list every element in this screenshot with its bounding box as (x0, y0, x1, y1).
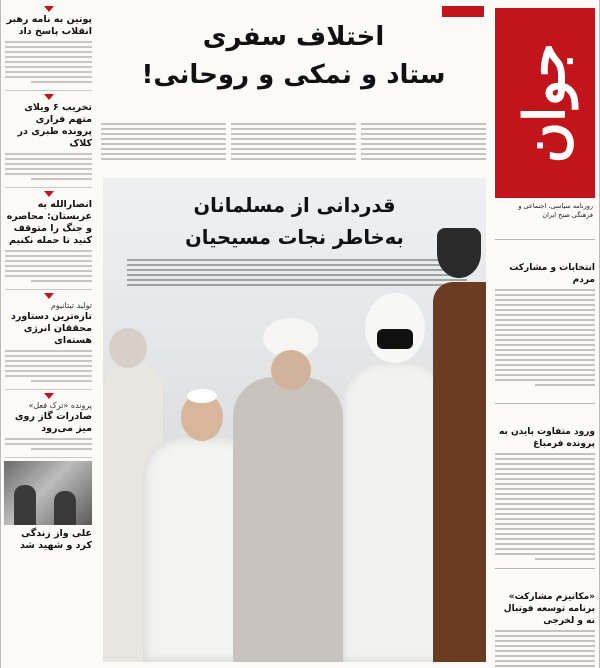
right-section-title: انتخابات و مشارکت مردم (509, 263, 595, 285)
left-news-item (5, 461, 92, 552)
right-section-text (495, 289, 595, 386)
red-arrow-icon (44, 6, 54, 12)
left-news-kicker: تولید تیتانیوم (50, 301, 92, 310)
photo-headline-line2: به‌خاطر نجات مسیحیان (185, 226, 404, 249)
photo-caption (127, 256, 467, 289)
photo-headline (103, 190, 486, 254)
figure-cleric-white-turban (233, 318, 343, 662)
paper-info: روزنامه سیاسی، اجتماعی و فرهنگی صبح ایران (518, 202, 593, 219)
right-section-text (495, 453, 595, 560)
right-section-title: ورود متفاوت بایدن به پرونده فرمباغ (499, 427, 595, 449)
left-news-item (5, 6, 92, 91)
main-headline-line1: اختلاف سفری (202, 22, 385, 52)
left-news-title: تخریب ۶ ویلای متهم فراری پرونده طبری در کلاک (17, 102, 92, 149)
red-arrow-icon (44, 94, 54, 100)
main-headline-line2: ستاد و نمکی و روحانی! (141, 60, 446, 90)
masthead-name: جوان (512, 42, 578, 164)
left-news-text (5, 250, 92, 282)
left-news-text (5, 41, 92, 83)
right-column (492, 0, 600, 668)
left-news-column (0, 0, 96, 668)
figure-right-bearded (433, 228, 486, 662)
right-section (495, 400, 595, 563)
headline-body-text (101, 120, 486, 172)
martyr-photo (4, 461, 92, 525)
red-arrow-icon (44, 191, 54, 197)
left-news-item (5, 293, 92, 390)
left-news-title: پوتین به نامه رهبر انقلاب پاسخ داد (6, 14, 92, 37)
right-section-text (495, 630, 595, 668)
red-arrow-icon (44, 293, 54, 299)
newspaper-logo (495, 8, 595, 198)
center-column (97, 0, 490, 668)
left-news-title: علی واز زندگی کرد و شهید شد (20, 528, 92, 551)
pope-visit-photo (103, 178, 486, 662)
right-section (495, 565, 595, 668)
red-arrow-icon (44, 393, 54, 399)
left-news-title: انصارالله به عربستان: محاصره و جنگ را متوقف کنید تا حمله نکنیم (6, 199, 92, 246)
left-news-item (5, 94, 92, 188)
section-tag (442, 6, 484, 17)
left-news-title: صادرات گاز روی میز می‌رود (14, 411, 92, 434)
left-news-text (5, 350, 92, 382)
left-news-title: تازه‌ترین دستاورد محققان انرژی هسته‌ای (10, 311, 92, 346)
left-news-item (5, 393, 92, 458)
right-section-title: «مکانیزم مشارکت» برنامه توسعه فوتبال نه و لخرجی (503, 592, 595, 626)
left-news-item (5, 191, 92, 290)
main-headline (97, 18, 490, 94)
left-news-text (5, 438, 92, 450)
left-news-text (5, 153, 92, 180)
photo-headline-line1: قدردانی از مسلمانان (193, 194, 396, 217)
left-news-kicker: پرونده «ترک فعل» (28, 401, 92, 410)
right-section (495, 236, 595, 389)
